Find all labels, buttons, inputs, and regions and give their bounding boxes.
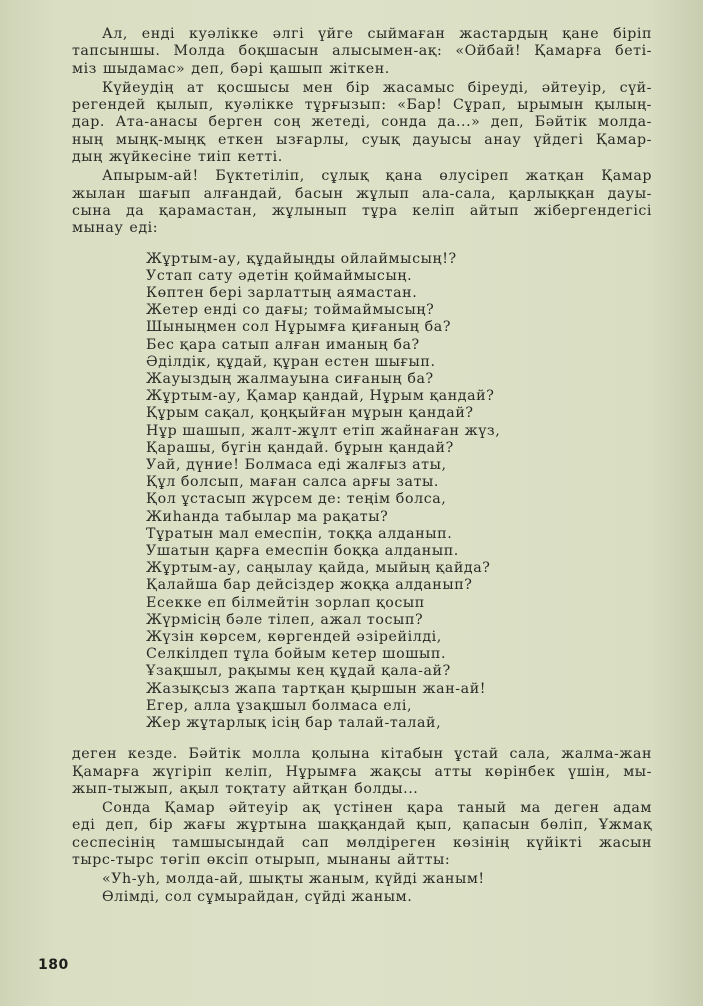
poem-verse: Есекке еп білмейтін зорлап қосып <box>146 594 425 611</box>
text-line: Апырым-ай! Бүктетіліп, сұлық қана өлусіреп жатқан Қамар <box>102 168 652 185</box>
text-line: тырс-тырс төгіп өксіп отырып, мынаны айтты: <box>72 852 451 869</box>
poem-verse: Бес қара сатып алған иманың ба? <box>146 336 420 353</box>
text-line: тапсыншы. Молда боқшасын алысымен-ақ: «Ойбай! Қамарға беті- <box>72 43 652 60</box>
poem-block <box>146 251 652 733</box>
poem-verse: Қол ұстасып жүрсем де: теңім болса, <box>146 491 447 508</box>
poem-verse: Құрым сақал, қоңқыйған мұрын қандай? <box>146 405 474 422</box>
text-line: Қамарға жүгіріп келіп, Нұрымға жақсы атты көрінбек үшін, мы- <box>72 763 652 780</box>
poem-verse: Жұртым-ау, Қамар қандай, Нұрым қандай? <box>146 388 495 405</box>
prose-before-poem <box>72 26 652 238</box>
poem-verse: Ушатын қарға емеспін боққа алданып. <box>146 543 459 560</box>
closing-quote <box>102 871 652 906</box>
poem-verse: Жұртым-ау, саңылау қайда, мыйың қайда? <box>146 560 491 577</box>
quote-verse: «Уһ-уһ, молда-ай, шықты жаным, күйді жаным! <box>102 871 485 888</box>
poem-verse: Жауыздың жалмауына сиғаның ба? <box>146 370 434 387</box>
text-line: деген кезде. Бәйтік молла қолына кітабын ұстай сала, жалма-жан <box>72 746 652 763</box>
text-line: Күйеудің ат қосшысы мен бір жасамыс біреуді, әйтеуір, сүй- <box>102 79 652 96</box>
book-page <box>72 26 652 906</box>
poem-verse: Ұзақшыл, рақымы кең құдай қала-ай? <box>146 663 451 680</box>
text-line: еді деп, бір жағы жұртына шаққандай қып, қапасын бөліп, Ұжмақ <box>72 817 652 834</box>
quote-verse: Өлімді, сол сұмырайдан, сүйді жаным. <box>102 888 413 905</box>
poem-verse: Жүзін көрсем, көргендей әзірейілді, <box>146 629 442 646</box>
poem-verse: Селкілдеп тұла бойым кетер шошып. <box>146 646 447 663</box>
poem-verse: Құл болсып, маған салса арғы заты. <box>146 474 440 491</box>
text-line: ның мыңқ-мыңқ еткен ызғарлы, суық дауысы анау үйдегі Қамар- <box>72 131 652 148</box>
poem-verse: Әділдік, құдай, құран естен шығып. <box>146 353 436 370</box>
poem-verse: Қарашы, бүгін қандай. бұрын қандай? <box>146 439 454 456</box>
paragraph <box>72 26 652 78</box>
poem-verse: Қалайша бар дейсіздер жоққа алданып? <box>146 577 473 594</box>
text-line: жылан шағып алғандай, басын жұлып ала-сала, қарлыққан дауы- <box>72 185 652 202</box>
paragraph <box>72 746 652 798</box>
poem-verse: Шыныңмен сол Нұрымға қиғаның ба? <box>146 319 452 336</box>
text-line: регендей қылып, куәлікке тұрғызып: «Бар! Сұрап, ырымын қылың- <box>72 97 652 114</box>
text-line: сеспесінің тамшысындай сап мөлдіреген көзінің күйікті жасын <box>72 834 652 851</box>
poem-verse: Көптен бері зарлаттың аямастан. <box>146 284 418 301</box>
poem-verse: Нұр шашып, жалт-жұлт етіп жайнаған жүз, <box>146 422 501 439</box>
text-line: дар. Ата-анасы берген соң жетеді, сонда да...» деп, Бәйтік молда- <box>72 114 652 131</box>
poem-verse: Жүрмісің бәле тілеп, ажал тосып? <box>146 611 424 628</box>
text-line: мынау еді: <box>72 220 159 237</box>
text-line: Ал, енді куәлікке әлгі үйге сыймаған жастардың қане біріп <box>102 26 652 42</box>
text-line: Сонда Қамар әйтеуір ақ үстінен қара таный ма деген адам <box>102 800 652 817</box>
poem-verse: Егер, алла ұзақшыл болмаса елі, <box>146 697 413 714</box>
text-line: міз шыдамас» деп, бәрі қашып жіткен. <box>72 60 390 77</box>
poem-verse: Тұратын мал емеспін, тоққа алданып. <box>146 525 453 542</box>
poem-verse: Жиһанда табылар ма рақаты? <box>146 508 389 525</box>
prose-after-poem <box>72 746 652 869</box>
text-line: дың жүйкесіне тиіп кетті. <box>72 149 283 166</box>
text-line: сына да қарамастан, жұлынып тұра келіп айтып жібергендегісі <box>72 202 652 219</box>
page-number: 180 <box>38 957 69 973</box>
poem-verse: Уай, дүние! Болмаса еді жалғыз аты, <box>146 457 447 473</box>
poem-verse: Жетер енді со дағы; тоймаймысың? <box>146 302 435 319</box>
paragraph <box>72 168 652 237</box>
poem-verse: Жер жұтарлық ісің бар талай-талай, <box>146 715 442 732</box>
poem-verse: Жұртым-ау, құдайыңды ойлаймысың!? <box>146 250 457 267</box>
paragraph <box>72 80 652 166</box>
text-line: жып-тыжып, ақыл тоқтату айтқан болды... <box>72 780 419 797</box>
poem-verse: Устап сату әдетін қоймаймысың. <box>146 267 413 284</box>
paragraph <box>72 800 652 869</box>
poem-verse: Жазықсыз жапа тартқан қыршын жан-ай! <box>146 680 487 697</box>
